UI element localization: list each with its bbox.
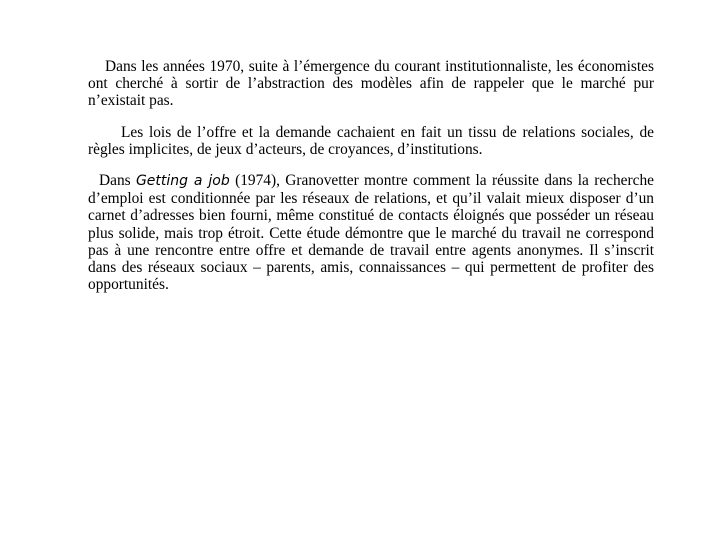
paragraph-supply-demand: Les lois de l’offre et la demande cachaient en fait un tissu de relations sociales, de règles implicites, de jeux d’acteurs, de croyances, d’institutions. (88, 123, 654, 158)
document-body (88, 58, 654, 293)
paragraph-granovetter (88, 172, 654, 293)
paragraph-granovetter-body: (1974), Granovetter montre comment la réussite dans la recherche d’emploi est conditionnée par les réseaux de relations, et qu’il valait mieux disposer d’un carnet d’adresses bien fourni, même constitué de contacts éloignés que posséder un réseau plus solide, mais trop étroit. Cette étude démontre que le marché du travail ne correspond pas à une rencontre entre offre et demande de travail entre agents anonymes. Il s’inscrit dans des réseaux sociaux – parents, amis, connaissances – qui permettent de profiter des opportunités. (88, 172, 654, 294)
book-title: Getting a job (135, 173, 230, 190)
paragraph-institutionalism: Dans les années 1970, suite à l’émergence du courant institutionnaliste, les économistes ont cherché à sortir de l’abstraction des modèles afin de rappeler que le marché pur n’existait pas. (88, 58, 654, 110)
paragraph-granovetter-lead: Dans (99, 172, 136, 190)
